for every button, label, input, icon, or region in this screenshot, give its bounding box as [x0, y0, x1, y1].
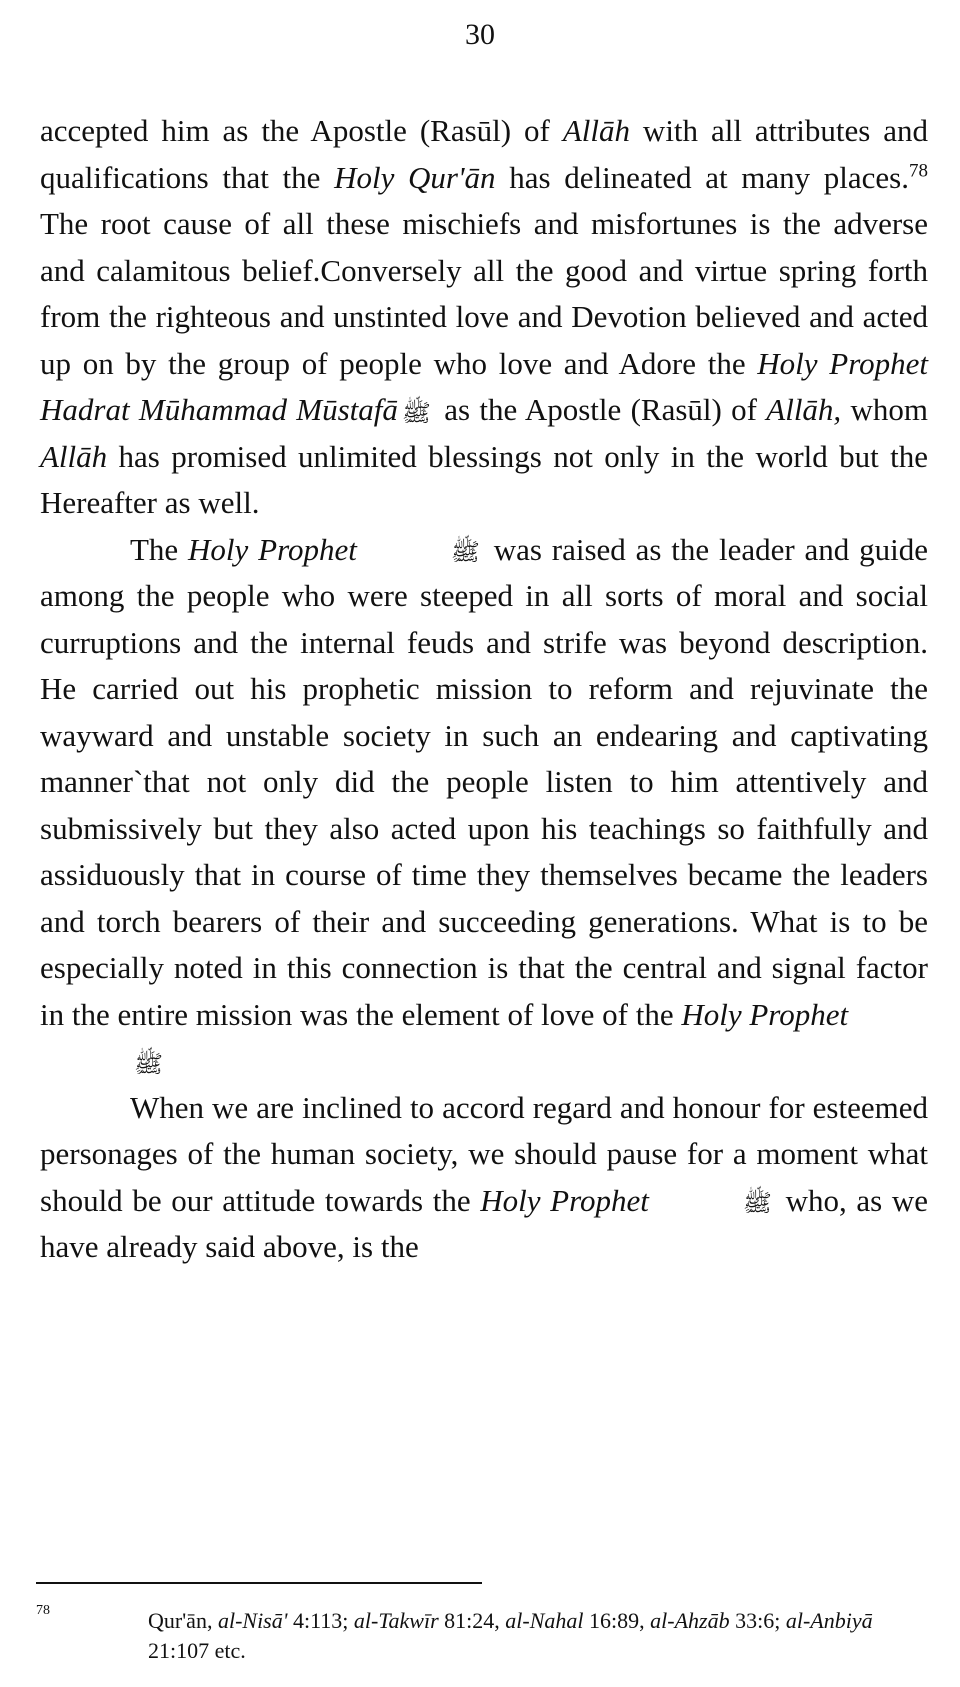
paragraph — [40, 1085, 928, 1271]
paragraph-text: who, as we have already said above, is the — [40, 1182, 929, 1264]
italic-term: Holy Qur'ān — [334, 159, 496, 195]
surah-name: al-Takwīr — [353, 1608, 439, 1633]
paragraph-text: whom — [841, 392, 928, 427]
pbuh-calligraphy-icon: ﷺ — [134, 1049, 163, 1078]
italic-term: Allāh — [562, 113, 630, 148]
footnote-segment: 33:6; — [729, 1608, 786, 1633]
paragraph-text: The — [130, 531, 189, 567]
pbuh-calligraphy-icon: ﷺ — [450, 538, 480, 567]
italic-term: Holy Prophet — [681, 996, 849, 1032]
footnote-divider — [36, 1582, 482, 1584]
footnote-segment: 81:24, — [438, 1608, 506, 1633]
paragraph-text: was raised as the leader and guide among the people who were steeped in all sorts of moral and social curruptions and the internal feuds and strife was beyond description. He carried out his prophetic mission to reform and rejuvinate the wayward and unstable society in such an endearing and captivating manner`that not only did the people listen to him attentively and submissively but they also acted upon his teachings so faithfully and assiduously that in course of time they themselves became the leaders and torch bearers of their and succeeding generations. What is to be especially noted in this connection is that the central and signal factor in the entire mission was the element of love of the — [40, 531, 929, 1032]
paragraph — [40, 108, 928, 527]
surah-name: al-Nisā' — [217, 1608, 288, 1633]
italic-term: Holy Prophet Hadrat Mūhammad Mūstafā — [40, 345, 928, 427]
paragraph-text: When we are inclined to accord regard and honour for esteemed personages of the human society, we should pause for a moment what should be our attitude towards the — [40, 1089, 928, 1218]
paragraph-text: The root cause of all these mischiefs and misfortunes is the adverse and calamitous belief.Conversely all the good and virtue spring forth from the righteous and unstinted love and Devotion believed and acted up on by the group of people who love and Adore the — [40, 206, 928, 381]
paragraph-text: has promised unlimited blessings not only in the world but the Hereafter as well. — [40, 438, 928, 520]
page-number: 30 — [465, 18, 495, 51]
footnote-segment: 4:113; — [287, 1608, 354, 1633]
italic-term: Allāh, — [766, 392, 842, 427]
pbuh-calligraphy-icon: ﷺ — [742, 1189, 772, 1218]
footnote-segment: Qur'ān, — [148, 1608, 218, 1633]
footnote — [36, 1603, 926, 1666]
footnote-segment: 21:107 etc. — [148, 1638, 246, 1663]
body-text — [40, 108, 928, 1271]
surah-name: al-Ahzāb — [650, 1608, 730, 1633]
paragraph-text: accepted him as the Apostle (Rasūl) of — [40, 113, 563, 148]
paragraph — [40, 527, 928, 1085]
italic-term: Holy Prophet — [480, 1182, 649, 1218]
footnote-reference: 78 — [909, 160, 928, 182]
footnote-text — [148, 1606, 926, 1666]
surah-name: al-Nahal — [505, 1608, 584, 1633]
paragraph-text: with all attributes and qualifications that the — [40, 113, 929, 195]
paragraph-text: has delineated at many places. — [495, 159, 909, 195]
italic-term: Allāh — [40, 438, 108, 474]
italic-term: Holy Prophet — [188, 531, 357, 567]
pbuh-calligraphy-icon: ﷺ — [401, 398, 431, 427]
footnote-segment: 16:89, — [583, 1608, 651, 1633]
surah-name: al-Anbiyā — [785, 1608, 873, 1633]
paragraph-text: as the Apostle (Rasūl) of — [434, 392, 767, 427]
footnote-marker: 78 — [36, 1603, 50, 1618]
